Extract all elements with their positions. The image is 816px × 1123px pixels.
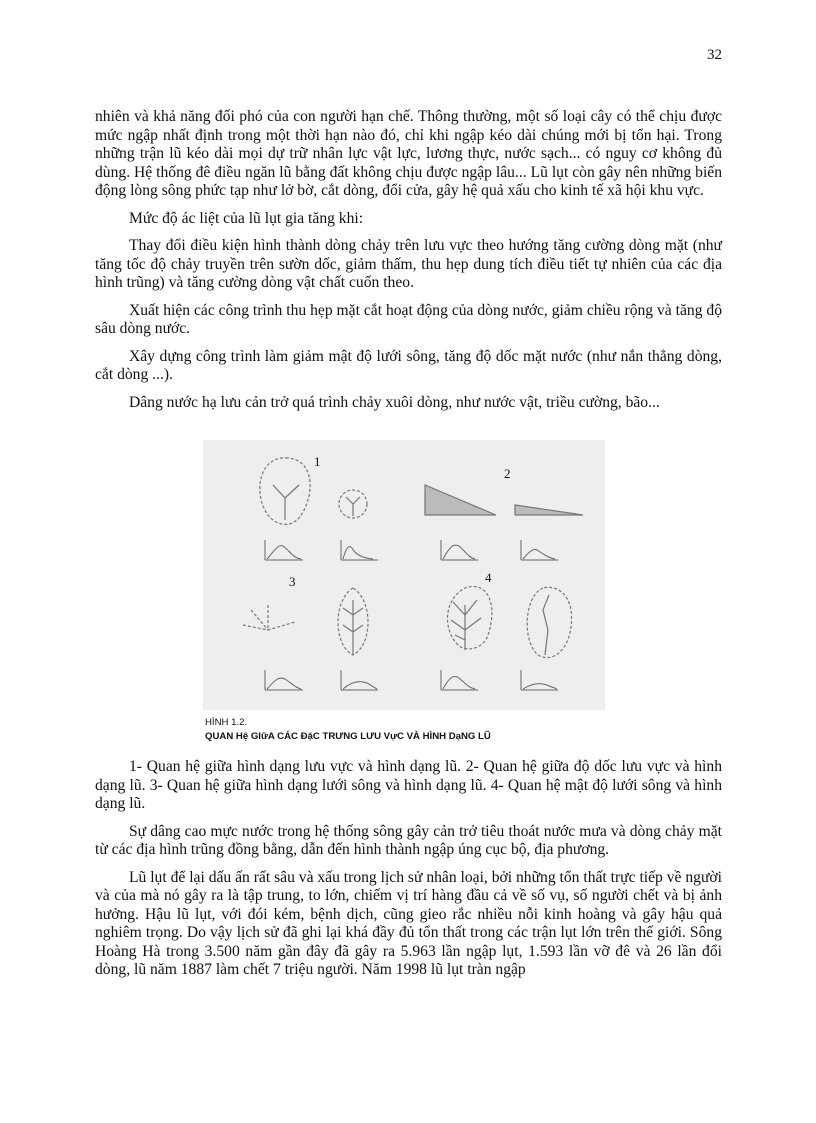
body-text-bottom (95, 758, 722, 989)
figure-label-4: 4 (485, 570, 492, 585)
hydrograph (341, 670, 378, 690)
river-network-dense (448, 586, 492, 648)
slope-gentle (515, 505, 583, 515)
hydrograph (521, 540, 558, 560)
figure-label-3: 3 (289, 574, 296, 589)
figure-label-1: 1 (314, 454, 321, 469)
basin-outline-sparse (527, 587, 571, 657)
river-network (451, 600, 481, 650)
paragraph: nhiên và khả năng đối phó của con người hạn chế. Thông thường, một số loại cây có thể chịu được mức ngập nhất định trong một thời hạn nào đó, chỉ khi ngập kéo dài chúng mới bị tổn hại. Trong những trận lũ kéo dài mọi dự trữ nhân lực vật lực, lương thực, nước sạch... có nguy cơ không đủ dùng. Hệ thống đê điều ngăn lũ bằng đất không chịu được ngập lâu... Lũ lụt còn gây nên những biến động lòng sông phức tạp như lở bờ, cắt dòng, đổi cửa, gây hệ quả xấu cho kinh tế xã hội khu vực. (95, 108, 722, 199)
paragraph: Xuất hiện các công trình thu hẹp mặt cắt hoạt động của dòng nước, giảm chiều rộng và tăng độ sâu dòng nước. (95, 301, 722, 337)
paragraph: Mức độ ác liệt của lũ lụt gia tăng khi: (129, 209, 364, 227)
river-network (543, 595, 549, 655)
paragraph: Xây dựng công trình làm giảm mật độ lưới sông, tăng độ dốc mặt nước (như nắn thẳng dòng, cắt dòng ...). (95, 347, 722, 383)
river-network (346, 497, 360, 516)
hydrograph (265, 540, 303, 560)
figure-drawing (203, 440, 605, 710)
page-number: 32 (707, 47, 722, 63)
river-network (343, 600, 363, 655)
figure-basin-flood-diagram (203, 440, 605, 710)
figure-label-2: 2 (504, 466, 511, 481)
paragraph: Dâng nước hạ lưu cản trở quá trình chảy xuôi dòng, như nước vật, triều cường, bão... (129, 393, 660, 411)
figure-caption (205, 716, 725, 744)
river-network (273, 485, 299, 520)
hydrograph (441, 670, 478, 690)
slope-steep (425, 485, 496, 515)
figure-caption-label: HÌNH 1.2. (205, 717, 248, 728)
hydrograph (521, 670, 558, 690)
paragraph: Sự dâng cao mực nước trong hệ thống sông gây cản trở tiêu thoát nước mưa và dòng chảy mặt từ các địa hình trũng đồng bằng, dẫn đến hình thành ngập úng cục bộ, địa phương. (95, 822, 722, 858)
river-network-radial (243, 605, 295, 630)
hydrograph (341, 540, 378, 560)
body-text-top (95, 108, 722, 421)
hydrograph (441, 540, 478, 560)
paragraph: 1- Quan hệ giữa hình dạng lưu vực và hình dạng lũ. 2- Quan hệ giữa độ dốc lưu vực và hình dạng lũ. 3- Quan hệ giữa hình dạng lưới sông và hình dạng lũ. 4- Quan hệ mật độ lưới sông và hình dạng lũ. (95, 758, 722, 812)
hydrograph (265, 670, 303, 690)
figure-caption-title: QUAN Hệ GIữA CÁC ĐặC TRƯNG LƯU VựC VÀ HÌNH DạNG LŨ (205, 731, 491, 742)
paragraph: Lũ lụt để lại dấu ấn rất sâu và xấu trong lịch sử nhân loại, bởi những tổn thất trực tiếp về người và của mà nó gây ra là tập trung, to lớn, chiếm vị trí hàng đầu cả về số vụ, số người chết và bị ảnh hưởng. Hậu lũ lụt, với đói kém, bệnh dịch, cũng gieo rắc nhiều nỗi kinh hoàng và gây hậu quả nghiêm trọng. Do vậy lịch sử đã ghi lại khá đầy đủ tổn thất trong các trận lụt lớn trên thế giới. Sông Hoàng Hà trong 3.500 năm gần đây đã gây ra 5.963 lần ngập lụt, 1.593 lần vỡ đê và 26 lần đổi dòng, lũ năm 1887 làm chết 7 triệu người. Năm 1998 lũ lụt tràn ngập (95, 868, 722, 978)
paragraph: Thay đổi điều kiện hình thành dòng chảy trên lưu vực theo hướng tăng cường dòng mặt (như tăng tốc độ chảy truyền trên sườn dốc, giảm thấm, thu hẹp dung tích điều tiết tự nhiên của các địa hình trũng) và tăng cường dòng vật chất cuốn theo. (95, 237, 722, 291)
